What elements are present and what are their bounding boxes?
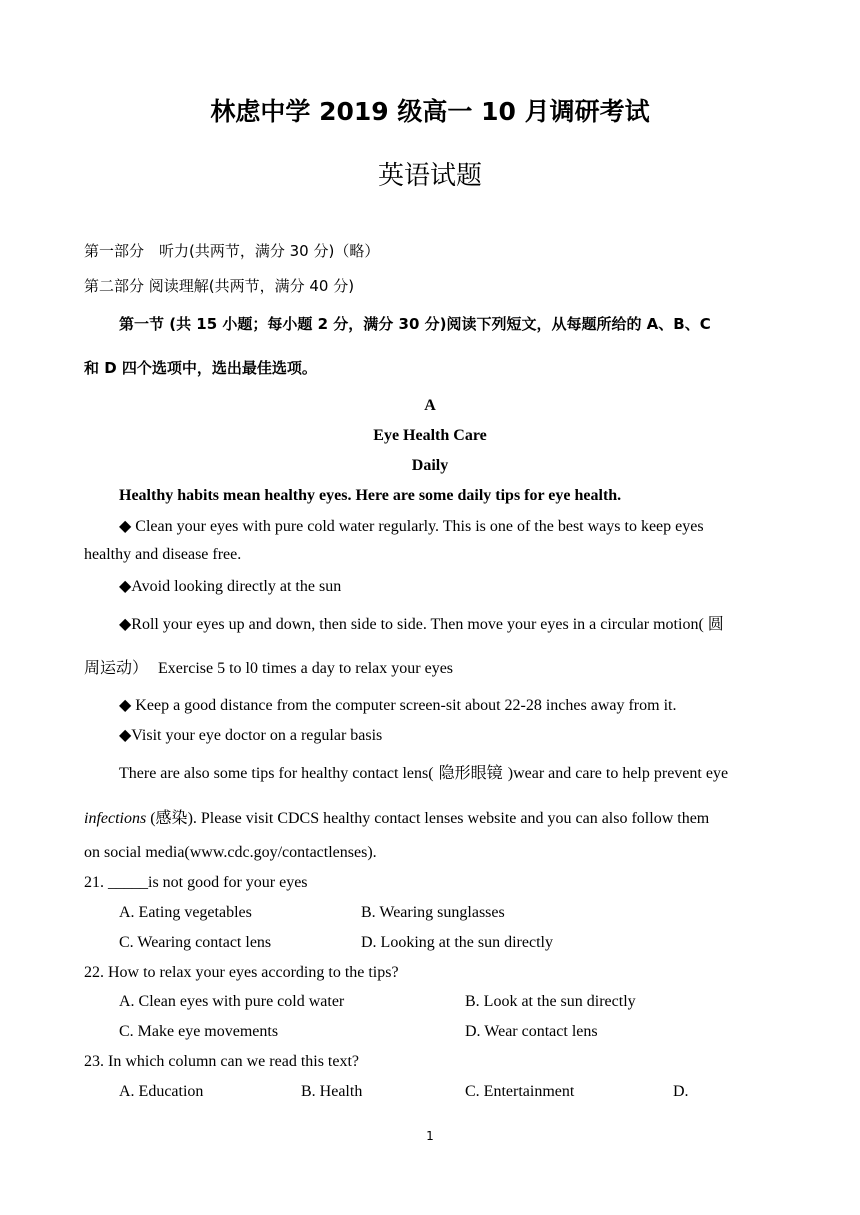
question-21-option-c: C. Wearing contact lens — [119, 934, 272, 951]
question-23-stem: 23. In which column can we read this text? — [84, 1053, 360, 1070]
question-21-option-a: A. Eating vegetables — [119, 904, 252, 921]
question-23-option-d: D. — [673, 1083, 689, 1100]
question-21-option-b: B. Wearing sunglasses — [361, 904, 505, 921]
exam-title: 林虑中学 2019 级高一 10 月调研考试 — [210, 97, 650, 126]
tip3-line2-cn: 周运动） — [84, 658, 149, 677]
para-line2-a: ( — [146, 810, 156, 827]
question-23-option-a: A. Education — [119, 1083, 204, 1100]
question-21-option-d: D. Looking at the sun directly — [361, 934, 553, 951]
para-line1 — [119, 760, 728, 783]
question-22-option-a: A. Clean eyes with pure cold water — [119, 993, 345, 1010]
question-22-option-c: C. Make eye movements — [119, 1023, 279, 1040]
tip3-line2 — [84, 655, 453, 678]
page-number: 1 — [426, 1129, 434, 1143]
question-23-option-c: C. Entertainment — [465, 1083, 575, 1100]
tip1-line2: healthy and disease free. — [84, 546, 242, 563]
section1-instruction-line2: 和 D 四个选项中，选出最佳选项。 — [84, 359, 317, 377]
para-line2-italic: infections — [84, 810, 147, 827]
part2-heading: 第二部分 阅读理解(共两节，满分 40 分) — [84, 277, 355, 295]
part1-heading: 第一部分 听力(共两节，满分 30 分)（略） — [84, 242, 380, 260]
tip3-line1: ◆Roll your eyes up and down, then side to side. Then move your eyes in a circular motion( 圆 — [119, 616, 724, 633]
passage-subheading: Daily — [411, 457, 449, 474]
question-22-option-d: D. Wear contact lens — [465, 1023, 598, 1040]
para-line2-b: ). Please visit CDCS healthy contact lenses website and you can also follow them — [187, 810, 710, 827]
passage-intro: Healthy habits mean healthy eyes. Here are some daily tips for eye health. — [119, 487, 622, 504]
para-line2 — [84, 805, 709, 828]
para-line2-cn: 感染 — [155, 808, 188, 827]
para-line1-cn: 隐形眼镜 — [433, 763, 508, 782]
passage-letter: A — [424, 397, 436, 414]
question-21-stem: 21. _____is not good for your eyes — [84, 874, 308, 891]
tip1-line1: ◆ Clean your eyes with pure cold water regularly. This is one of the best ways to keep eyes — [119, 518, 704, 535]
section1-instruction-line1: 第一节 (共 15 小题；每小题 2 分，满分 30 分)阅读下列短文，从每题所给的 A、B、C — [119, 315, 711, 333]
question-22-option-b: B. Look at the sun directly — [465, 993, 636, 1010]
passage-heading: Eye Health Care — [373, 427, 487, 444]
para-line3: on social media(www.cdc.goy/contactlenses). — [84, 844, 377, 861]
para-line1-b: )wear and care to help prevent eye — [507, 765, 729, 782]
para-line1-a: There are also some tips for healthy contact lens( — [119, 765, 434, 782]
tip3-line2-en: Exercise 5 to l0 times a day to relax your eyes — [158, 660, 454, 677]
tip4: ◆ Keep a good distance from the computer screen-sit about 22-28 inches away from it. — [119, 697, 677, 714]
question-22-stem: 22. How to relax your eyes according to the tips? — [84, 964, 399, 981]
tip2: ◆Avoid looking directly at the sun — [119, 578, 342, 595]
exam-subtitle: 英语试题 — [377, 161, 482, 191]
question-23-option-b: B. Health — [301, 1083, 363, 1100]
tip5: ◆Visit your eye doctor on a regular basis — [119, 727, 383, 744]
